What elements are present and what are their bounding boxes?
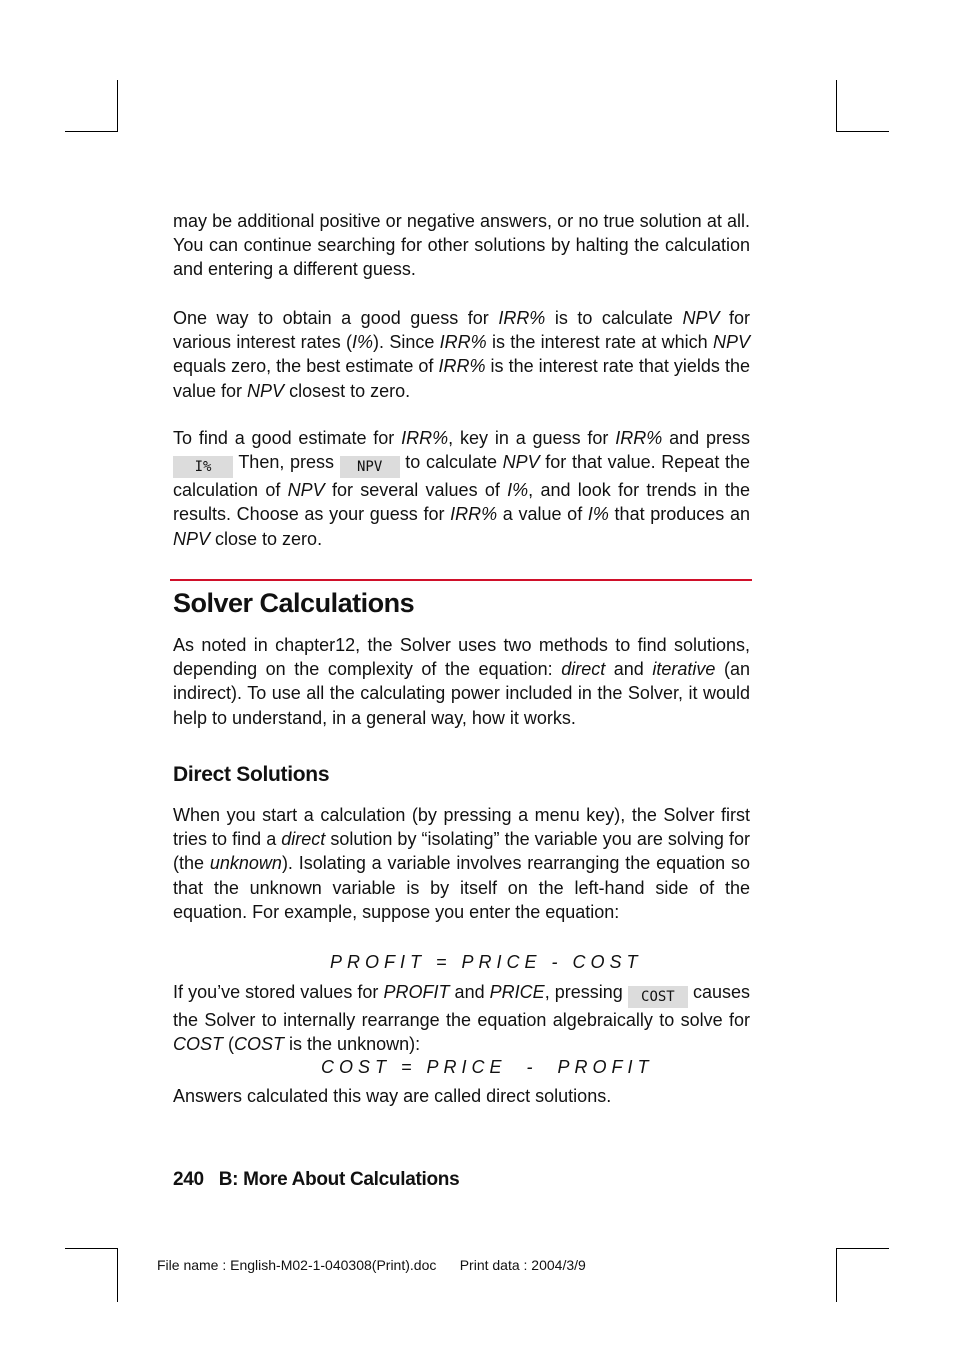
equation-cost: COST = PRICE - PROFIT bbox=[321, 1057, 654, 1077]
italic-term: IRR% bbox=[439, 332, 487, 353]
text-run: for that value. Repeat the calculation of bbox=[173, 452, 750, 501]
print-date: Print data : 2004/3/9 bbox=[459, 1257, 586, 1273]
text-run: and bbox=[449, 982, 490, 1002]
text-run: When you start a calculation (by pressing a menu key), the Solver first tries to find a bbox=[173, 805, 750, 850]
paragraph-solver-methods bbox=[173, 633, 750, 730]
text-run: is to calculate bbox=[545, 308, 683, 328]
subsection-title: Direct Solutions bbox=[173, 763, 330, 786]
text-run: One way to obtain a good guess for bbox=[173, 308, 499, 328]
italic-term: NPV bbox=[502, 452, 540, 473]
text-run: To find a good estimate for bbox=[173, 428, 402, 448]
text-run: to calculate bbox=[399, 452, 503, 473]
italic-term: I% bbox=[352, 332, 374, 353]
italic-term: direct bbox=[281, 829, 326, 850]
text-run: As noted in chapter12, the Solver uses two methods to find solutions, depending on the complexity of the equation: bbox=[173, 635, 750, 680]
menu-key-cost-button: COST bbox=[628, 986, 688, 1008]
crop-mark-bottom-right-horizontal bbox=[836, 1248, 889, 1249]
italic-term: IRR% bbox=[401, 428, 449, 448]
text-run: and bbox=[605, 659, 653, 680]
text-run: is the unknown): bbox=[284, 1034, 421, 1055]
paragraph-estimate-irr bbox=[173, 426, 750, 551]
paragraph-rearrange bbox=[173, 980, 750, 1056]
italic-term: COST bbox=[234, 1034, 285, 1055]
file-name: File name : English-M02-1-040308(Print).doc bbox=[157, 1257, 437, 1273]
italic-term: NPV bbox=[287, 480, 325, 501]
text-run: closest to zero. bbox=[284, 380, 411, 401]
italic-term: PRICE bbox=[489, 982, 545, 1002]
text-run: close to zero. bbox=[210, 528, 323, 549]
equation-profit: PROFIT = PRICE - COST bbox=[330, 952, 643, 972]
text-run: (an indirect). To use all the calculating power included in the Solver, it would help to understand, in a general way, how it works. bbox=[173, 659, 750, 728]
crop-mark-top-left-vertical bbox=[117, 80, 118, 132]
italic-term: I% bbox=[587, 504, 609, 525]
crop-mark-bottom-left-horizontal bbox=[65, 1248, 118, 1249]
file-info bbox=[157, 1257, 586, 1273]
text-run: is the interest rate that yields the value for bbox=[173, 356, 750, 401]
text-run: solution by “isolating” the variable you are solving for (the bbox=[173, 829, 750, 874]
italic-term: NPV bbox=[173, 528, 211, 549]
text-run: that produces an bbox=[608, 504, 750, 525]
text-run: equals zero, the best estimate of bbox=[173, 356, 439, 377]
text-run: a value of bbox=[497, 504, 588, 525]
italic-term: IRR% bbox=[498, 308, 546, 328]
text-run: Then, press bbox=[233, 452, 340, 473]
text-run: ). Since bbox=[373, 332, 440, 353]
crop-mark-top-right-horizontal bbox=[836, 131, 889, 132]
paragraph-guess-irr bbox=[173, 306, 750, 403]
text-run: , pressing bbox=[544, 982, 628, 1002]
italic-term: PROFIT bbox=[383, 982, 450, 1002]
paragraph-no-true-solution: may be additional positive or negative answers, or no true solution at all. You can continue searching for other solutions by halting the calculation and entering a different guess. bbox=[173, 211, 750, 280]
italic-term: unknown bbox=[209, 853, 282, 874]
paragraph-direct-solution bbox=[173, 803, 750, 924]
text-run: If you’ve stored values for bbox=[173, 982, 384, 1002]
italic-term: IRR% bbox=[450, 504, 498, 525]
menu-key-npv-button: NPV bbox=[340, 456, 400, 478]
text-run: causes the Solver to internally rearrange the equation algebraically to solve for bbox=[173, 982, 750, 1030]
text-run: for several values of bbox=[324, 480, 508, 501]
chapter-title: B: More About Calculations bbox=[218, 1169, 460, 1190]
italic-term: IRR% bbox=[438, 356, 486, 377]
italic-term: I% bbox=[507, 480, 529, 501]
text-run: , and look for trends in the results. Choose as your guess for bbox=[173, 480, 750, 525]
crop-mark-top-right-vertical bbox=[836, 80, 837, 132]
text-run: ( bbox=[223, 1034, 235, 1055]
italic-term: COST bbox=[173, 1034, 224, 1055]
crop-mark-bottom-left-vertical bbox=[117, 1248, 118, 1302]
text-run: for various interest rates ( bbox=[173, 308, 750, 353]
text-run: is the interest rate at which bbox=[486, 332, 713, 353]
paragraph-direct-solutions-note: Answers calculated this way are called direct solutions. bbox=[173, 1086, 612, 1106]
text-run: and press bbox=[662, 428, 750, 448]
page-number: 240 bbox=[173, 1169, 204, 1190]
italic-term: NPV bbox=[247, 380, 285, 401]
crop-mark-top-left-horizontal bbox=[65, 131, 118, 132]
italic-term: iterative bbox=[652, 659, 716, 680]
text-run: ). Isolating a variable involves rearranging the equation so that the unknown variable is by itself on the left-hand side of the equation. For example, suppose you enter the equation: bbox=[173, 853, 750, 922]
italic-term: IRR% bbox=[615, 428, 663, 448]
italic-term: direct bbox=[561, 659, 606, 680]
menu-key-i-button: I% bbox=[173, 456, 233, 478]
section-rule bbox=[170, 579, 752, 581]
italic-term: NPV bbox=[682, 308, 720, 328]
crop-mark-bottom-right-vertical bbox=[836, 1248, 837, 1302]
page-footer bbox=[173, 1169, 459, 1191]
section-title: Solver Calculations bbox=[173, 588, 415, 618]
text-run: , key in a guess for bbox=[448, 428, 616, 448]
italic-term: NPV bbox=[712, 332, 750, 353]
